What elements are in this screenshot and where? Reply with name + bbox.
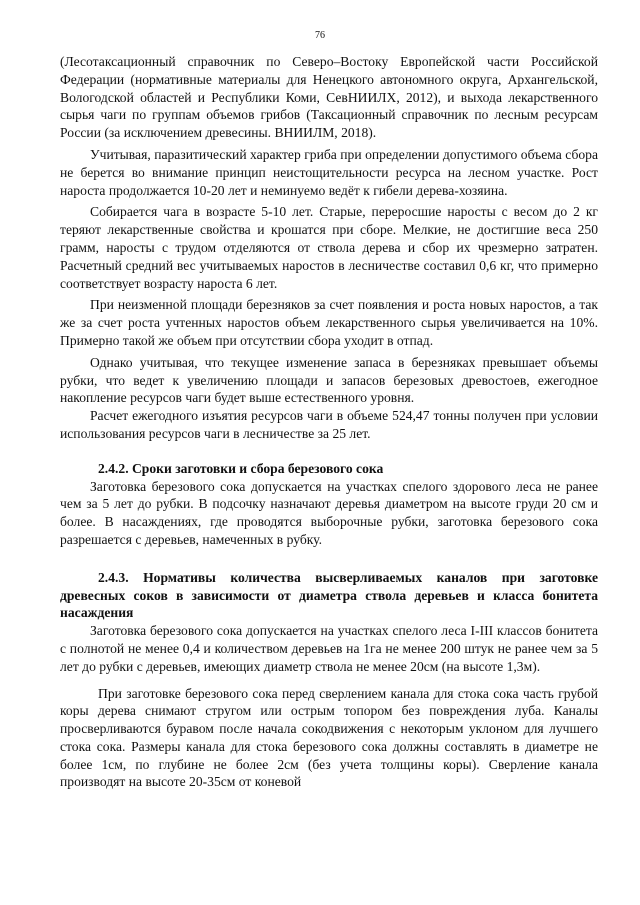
paragraph-reference-sources: (Лесотаксационный справочник по Северо–Востоку Европейской части Российской Федерации (нормативные материалы для Ненецкого автономного округа, Архангельской, Вологодской областей и Республики Коми, СевНИИЛХ, 2012), и выхода лекарственного сырья чаги по группам объемов грибов (Таксационный справочник по лесным ресурсам России (за исключением древесины. ВНИИЛМ, 2018). [60,54,598,141]
section-heading-birch-sap-terms: 2.4.2. Сроки заготовки и сбора березового сока [98,460,384,476]
paragraph-parasitic-nature: Учитывая, паразитический характер гриба при определении допустимого объема сбора не берется во внимание принцип неистощительности ресурса на лесном участке. Рост нароста продолжается 10-20 лет и неминуемо ведёт к гибели дерева-хозяина. [60,146,598,198]
paragraph-drilling-procedure: При заготовке березового сока перед сверлением канала для стока сока часть грубой коры дерева снимают стругом или острым топором без повреждения луба. Каналы просверливаются буравом после начала сокодвижения с некоторым уклоном для лучшего стока сока. Размеры канала для стока березового сока должны составлять в диаметре не более 1см, по глубине не более 2см (без учета толщины коры). Сверление канала производят на высоте 20-35см от коневой [60,685,598,790]
paragraph-annual-withdrawal: Расчет ежегодного изъятия ресурсов чаги в объеме 524,47 тонны получен при условии использования ресурсов чаги в лесничестве за 25 лет. [60,408,598,441]
page-content [60,53,598,791]
paragraph-birch-sap-terms: Заготовка березового сока допускается на участках спелого здорового леса не ранее чем за 5 лет до рубки. В подсочку назначают деревья диаметром на высоте груди 20 см и более. В насаждениях, где проводятся выборочные рубки, заготовка березового сока разрешается с деревьев, намеченных в рубку. [60,478,598,547]
section-heading-drilling-norms: 2.4.3. Нормативы количества высверливаемых каналов при заготовке древесных соков в зависимости от диаметра ствола деревьев и класса бонитета насаждения [60,569,598,621]
page-number: 76 [315,30,325,41]
paragraph-drilling-norms: Заготовка березового сока допускается на участках спелого леса I-III классов бонитета с полнотой не менее 0,4 и количеством деревьев на 1га не менее 200 штук не ранее чем за 5 лет до рубки с деревьев, имеющих диаметр ствола не менее 20см (на высоте 1,3м). [60,623,598,674]
paragraph-growth-rate: При неизменной площади березняков за счет появления и роста новых наростов, а так же за счет роста учтенных наростов объем лекарственного сырья увеличивается на 10%. Примерно такой же объем при отсутствии сбора уходит в отпад. [60,297,598,348]
paragraph-accumulation: Однако учитывая, что текущее изменение запаса в березняках превышает объемы рубки, что ведет к увеличению площади и запасов березовых древостоев, ежегодное накопление ресурсов чаги будет выше естественного уровня. [60,354,598,406]
paragraph-harvest-age: Собирается чага в возрасте 5-10 лет. Старые, переросшие наросты с весом до 2 кг теряют лекарственные свойства и крошатся при сборе. Мелкие, не достигшие веса 250 грамм, наросты с трудом отделяются от ствола дерева и сбор их чрезмерно затратен. Расчетный средний вес учитываемых наростов в лесничестве составил 0,6 кг, что примерно соответствует возрасту нароста 6 лет. [60,204,598,291]
